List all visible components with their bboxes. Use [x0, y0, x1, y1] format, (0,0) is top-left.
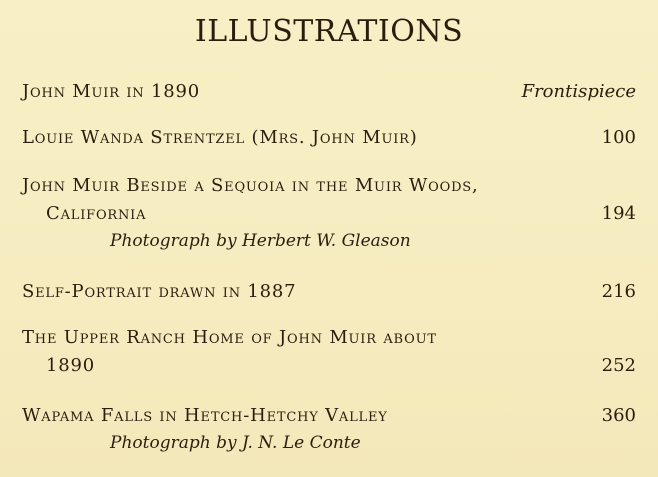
entry-page: Frontispiece [521, 81, 636, 102]
entry-line [22, 124, 636, 152]
entry-title: John Muir in 1890 [22, 81, 200, 102]
entry-line [22, 278, 636, 306]
entry-page: 194 [601, 203, 636, 224]
page-heading: ILLUSTRATIONS [194, 14, 464, 49]
entry-title-continued: California [46, 203, 147, 224]
entry-title: Wapama Falls in Hetch-Hetchy Valley [22, 405, 388, 426]
illustration-entry [22, 124, 636, 152]
entry-title: Louie Wanda Strentzel (Mrs. John Muir) [22, 127, 418, 148]
entry-line [22, 172, 636, 200]
entry-line [22, 324, 636, 352]
photo-credit: Photograph by J. N. Le Conte [110, 433, 361, 453]
photo-credit: Photograph by Herbert W. Gleason [110, 231, 411, 251]
entry-title: The Upper Ranch Home of John Muir about [22, 327, 437, 348]
illustration-entry [22, 324, 636, 380]
illustration-entry [22, 278, 636, 306]
entry-line [22, 352, 636, 380]
illustration-entry [22, 402, 636, 456]
entry-page: 252 [601, 355, 636, 376]
entry-page: 216 [601, 281, 636, 302]
illustration-entry [22, 78, 636, 106]
entry-line [22, 200, 636, 228]
entry-line [22, 78, 636, 106]
entry-page: 100 [601, 127, 636, 148]
entry-page: 360 [601, 405, 636, 426]
entry-title: Self-Portrait drawn in 1887 [22, 281, 297, 302]
entry-title: John Muir Beside a Sequoia in the Muir Woods, [22, 175, 479, 196]
entry-line [22, 402, 636, 430]
illustration-entry [22, 172, 636, 254]
entry-title-continued: 1890 [46, 355, 96, 376]
